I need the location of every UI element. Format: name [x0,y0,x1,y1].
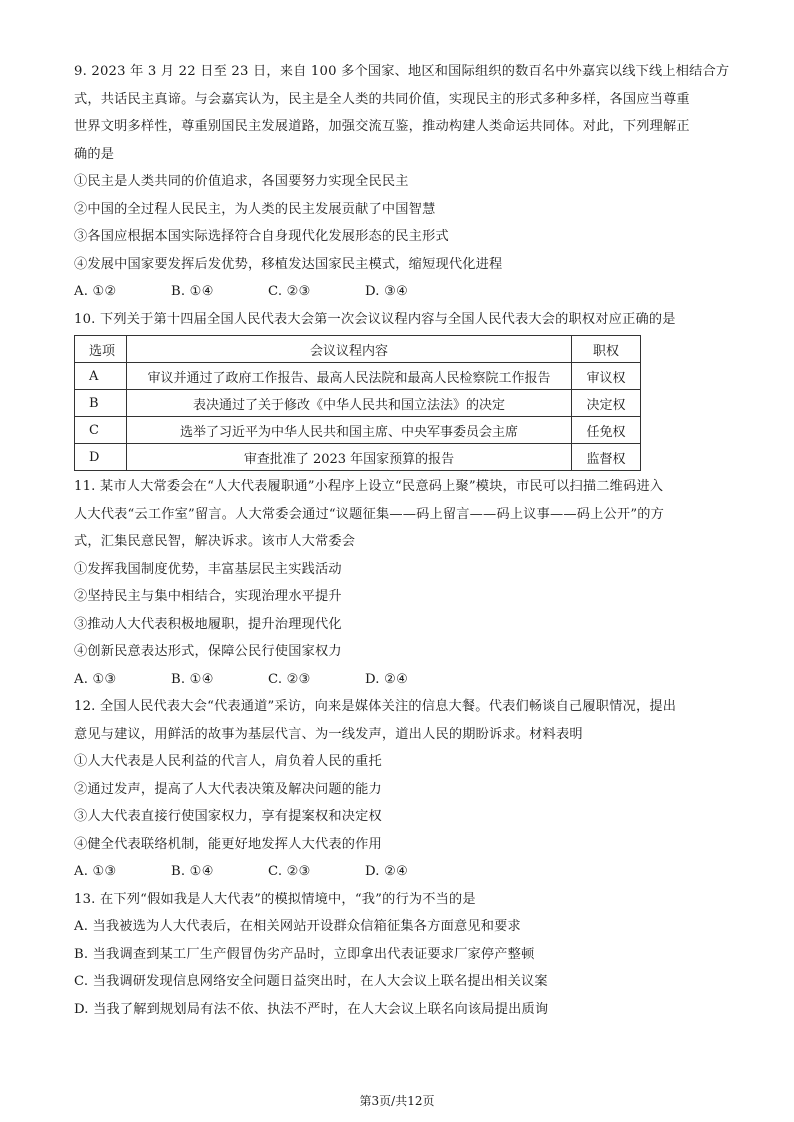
exam-page [74,58,730,1023]
statement-1: ①发挥我国制度优势，丰富基层民主实践活动 [74,561,342,577]
statement-2: ②通过发声，提高了人大代表决策及解决问题的能力 [74,781,382,797]
choice-a: A. 当我被选为人大代表后，在相关网站开设群众信箱征集各方面意见和要求 [74,919,521,934]
table-cell: A [75,363,127,390]
option-c: C. ②③ [268,864,311,879]
choice-c: C. 当我调研发现信息网络安全问题日益突出时，在人大会议上联名提出相关议案 [74,974,548,989]
option-a: A. ①③ [74,671,117,687]
table-cell: B [75,390,127,417]
question-13 [74,886,724,1024]
question-stem-line: 式，汇集民意民智，解决诉求。该市人大常委会 [74,534,356,549]
option-c: C. ②③ [268,284,311,299]
question-stem-line: 9. 2023 年 3 月 22 日至 23 日，来自 100 多个国家、地区和国际组织的数百名中外嘉宾以线下线上相结合方 [74,64,730,79]
choice-b: B. 当我调查到某工厂生产假冒伪劣产品时，立即拿出代表证要求厂家停产整顿 [74,946,535,962]
question-stem-line: 世界文明多样性，尊重别国民主发展道路，加强交流互鉴，推动构建人类命运共同体。对此，下列理解正 [74,119,690,134]
option-b: B. ①④ [171,864,214,879]
option-a: A. ①② [74,284,117,299]
question-11 [74,473,724,693]
question-stem-line: 确的是 [74,146,115,162]
table-cell: 任免权 [572,417,641,444]
statement-3: ③各国应根据本国实际选择符合自身现代化发展形态的民主形式 [74,229,449,244]
statement-2: ②坚持民主与集中相结合，实现治理水平提升 [74,589,342,604]
table-header-cell: 会议议程内容 [127,336,572,363]
statement-4: ④创新民意表达形式，保障公民行使国家权力 [74,644,342,659]
table-header-row [75,336,641,363]
option-d: D. ③④ [365,284,409,299]
question-12 [74,693,724,886]
question-stem-line: 人大代表“云工作室”留言。人大常委会通过“议题征集——码上留言——码上议事——码上公开”的方 [74,506,665,522]
statement-1: ①民主是人类共同的价值追求，各国要努力实现全民民主 [74,174,409,189]
option-d: D. ②④ [365,864,409,879]
question-9 [74,58,730,306]
table-header-cell: 职权 [572,336,641,363]
question-stem-line: 式，共话民主真谛。与会嘉宾认为，民主是全人类的共同价值，实现民主的形式多种多样，各国应当尊重 [74,91,690,107]
answer-options [74,858,724,886]
statement-4: ④健全代表联络机制，能更好地发挥人大代表的作用 [74,836,382,852]
option-b: B. ①④ [171,671,214,687]
table-cell: 监督权 [572,444,641,471]
statement-3: ③人大代表直接行使国家权力，享有提案权和决定权 [74,809,382,824]
table-cell: 审查批准了 2023 年国家预算的报告 [127,444,572,471]
table-row [75,363,641,390]
table-cell: C [75,417,127,444]
table-row [75,444,641,471]
table-cell: 审议权 [572,363,641,390]
question-stem-line: 13. 在下列“假如我是人大代表”的模拟情境中，“我”的行为不当的是 [74,891,476,907]
table-header-cell: 选项 [75,336,127,363]
option-a: A. ①③ [74,864,117,879]
table-cell: D [75,444,127,471]
statement-1: ①人大代表是人民利益的代言人，肩负着人民的重托 [74,754,382,769]
option-d: D. ②④ [365,671,409,687]
table-cell: 表决通过了关于修改《中华人民共和国立法法》的决定 [127,390,572,417]
statement-2: ②中国的全过程人民民主，为人类的民主发展贡献了中国智慧 [74,201,436,217]
question-stem-line: 11. 某市人大常委会在“人大代表履职通”小程序上设立“民意码上聚”模块，市民可以扫描二维码进入 [74,479,664,494]
question-stem-line: 12. 全国人民代表大会“代表通道”采访，向来是媒体关注的信息大餐。代表们畅谈自己履职情况，提出 [74,699,677,714]
question-stem-line: 意见与建议，用鲜活的故事为基层代言、为一线发声，道出人民的期盼诉求。材料表明 [74,726,583,742]
table-cell: 审议并通过了政府工作报告、最高人民法院和最高人民检察院工作报告 [127,363,572,390]
answer-options [74,278,724,306]
choice-d: D. 当我了解到规划局有法不依、执法不严时，在人大会议上联名向该局提出质询 [74,1001,549,1017]
page-number: 第3页/共12页 [359,1094,435,1108]
table-cell: 选举了习近平为中华人民共和国主席、中央军事委员会主席 [127,417,572,444]
statement-4: ④发展中国家要发挥后发优势，移植发达国家民主模式，缩短现代化进程 [74,256,503,272]
option-b: B. ①④ [171,284,214,299]
table-cell: 决定权 [572,390,641,417]
question-stem-line: 10. 下列关于第十四届全国人民代表大会第一次会议议程内容与全国人民代表大会的职权对应正确的是 [74,311,676,327]
table-row [75,417,641,444]
question-10 [74,306,724,472]
answer-options [74,666,724,694]
table-row [75,390,641,417]
agenda-powers-table [74,335,641,471]
option-c: C. ②③ [268,671,311,687]
statement-3: ③推动人大代表积极地履职，提升治理现代化 [74,616,342,632]
